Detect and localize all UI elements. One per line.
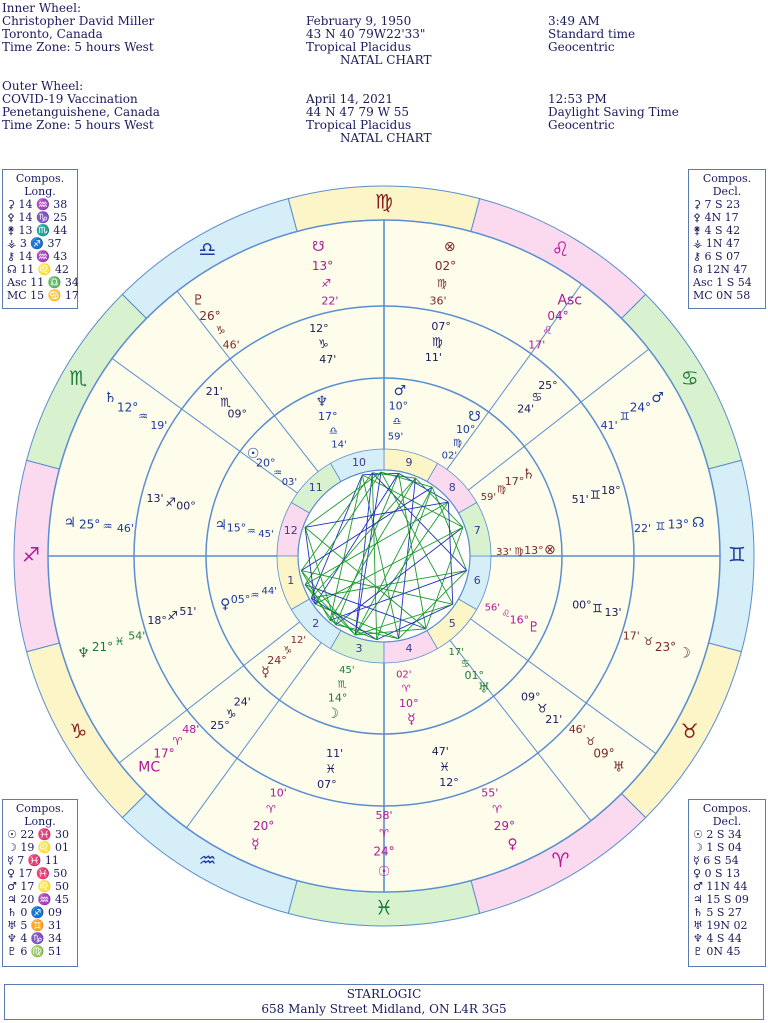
cusp-sign-glyph: ♊	[592, 601, 603, 616]
outer-planet-glyph: ♀	[507, 836, 518, 853]
inner-planet-degree: 16°	[509, 613, 530, 627]
inner-planet-degree: 10°	[399, 696, 419, 710]
outer-planet-minute: 55'	[481, 786, 499, 800]
box-title: Compos.	[15, 802, 65, 815]
box-row: ☊ 12N 47	[693, 263, 748, 276]
cusp-sign-glyph: ♓	[325, 761, 337, 776]
inner-planet-sign: ♋	[460, 658, 470, 670]
box-row: ⚶ 1N 47	[693, 237, 740, 250]
cusp-sign-glyph: ♊	[590, 487, 601, 502]
cusp-sign-glyph: ♉	[536, 701, 548, 716]
box-subtitle: Long.	[24, 185, 56, 198]
inner-wheel-name: Christopher David Miller	[2, 14, 155, 28]
compos-decl-box-top	[688, 169, 766, 309]
cusp-minute: 51'	[179, 605, 197, 619]
outer-planet-sign: ♉	[643, 634, 654, 648]
outer-planet-glyph: ☊	[692, 514, 705, 531]
box-row: MC 15 ♋ 17	[7, 289, 79, 302]
box-row: ⚴ 14 ♑ 25	[7, 211, 68, 224]
inner-planet-degree: 05°	[230, 592, 251, 606]
outer-planet-sign: ♒	[138, 410, 149, 423]
cusp-sign-glyph: ♐	[165, 495, 176, 510]
box-row: ♀ 0 S 13	[693, 867, 741, 880]
box-row: ☿ 7 ♓ 11	[7, 854, 59, 867]
cusp-minute: 24'	[233, 695, 251, 709]
outer-planet-degree: 02°	[434, 258, 457, 273]
inner-wheel-center: Geocentric	[548, 40, 615, 54]
zodiac-sign-glyph: ♓	[375, 895, 393, 920]
outer-wheel-date: April 14, 2021	[306, 92, 394, 106]
inner-planet-degree: 15°	[226, 521, 247, 535]
box-row: Asc 11 ♎ 34	[7, 276, 79, 289]
house-number: 2	[312, 617, 320, 631]
outer-planet-sign: ♍	[436, 277, 447, 291]
outer-planet-minute: 36'	[429, 294, 447, 308]
cusp-sign-glyph: ♏	[220, 395, 232, 410]
inner-planet-degree: 17°	[318, 409, 338, 423]
cusp-degree: 13'	[146, 491, 164, 505]
inner-planet-minute: 59'	[480, 491, 497, 503]
inner-planet-sign: ♍	[497, 484, 506, 496]
inner-planet-sign: ♒	[273, 467, 283, 479]
outer-planet-degree: 09°	[593, 746, 615, 761]
inner-planet-glyph: ♅	[477, 680, 491, 697]
inner-planet-glyph: ☉	[246, 445, 260, 462]
box-row: ♇ 6 ♍ 51	[7, 945, 63, 958]
box-row: ♀ 17 ♓ 50	[7, 867, 68, 880]
outer-planet-glyph: ♅	[612, 759, 626, 776]
outer-planet-sign: ♓	[114, 634, 125, 648]
outer-wheel-tz: Time Zone: 5 hours West	[2, 118, 154, 132]
outer-planet-sign: ♈	[379, 827, 389, 840]
outer-planet-degree: 12°	[117, 400, 139, 415]
outer-planet-degree: 23°	[654, 639, 677, 654]
box-row: ♆ 4 ♑ 34	[7, 932, 63, 945]
inner-wheel-label: Inner Wheel:	[2, 1, 81, 15]
inner-planet-glyph: ♇	[527, 619, 541, 636]
house-number: 8	[448, 480, 456, 494]
outer-planet-sign: ♒	[102, 519, 113, 533]
cusp-minute: 24'	[517, 402, 535, 416]
zodiac-sign-glyph: ♒	[198, 848, 217, 873]
box-row: ♄ 5 S 27	[693, 906, 742, 919]
cusp-minute: 11'	[424, 351, 442, 365]
cusp-minute: 09°	[227, 407, 248, 421]
cusp-degree: 12°	[439, 775, 459, 789]
inner-planet-sign: ♎	[328, 425, 338, 437]
box-row: ☊ 11 ♌ 42	[7, 263, 69, 276]
inner-planet-sign: ♑	[283, 645, 293, 657]
outer-planet-minute: 22'	[321, 294, 339, 308]
box-row: ⚵ 13 ♏ 44	[7, 224, 68, 237]
cusp-minute: 11'	[326, 746, 344, 760]
outer-wheel-chart-type: NATAL CHART	[340, 131, 432, 145]
outer-planet-minute: 22'	[634, 521, 652, 535]
inner-planet-minute: 02'	[396, 669, 412, 681]
cusp-degree: 21'	[545, 712, 563, 726]
zodiac-sign-glyph: ♌	[551, 236, 570, 261]
outer-planet-glyph: ☿	[251, 836, 260, 853]
outer-planet-minute: 10'	[269, 786, 287, 800]
cusp-degree: 21'	[205, 385, 223, 399]
house-number: 6	[473, 573, 481, 587]
house-number: 11	[308, 480, 323, 494]
inner-planet-glyph: ♂	[393, 382, 407, 399]
outer-planet-degree: 17°	[153, 746, 175, 761]
cusp-degree: 18°	[601, 483, 621, 497]
inner-planet-sign: ♍	[453, 437, 463, 449]
house-number: 3	[355, 642, 363, 656]
cusp-minute: 00°	[176, 499, 196, 513]
compos-long-box-top	[2, 169, 78, 309]
inner-planet-minute: 33'	[496, 546, 512, 558]
footer-address: 658 Manly Street Midland, ON L4R 3G5	[261, 1002, 507, 1016]
box-row: ♄ 0 ♐ 09	[7, 906, 63, 919]
box-row: ♆ 4 S 44	[693, 932, 742, 945]
house-number: 5	[448, 617, 456, 631]
inner-planet-degree: 13°	[524, 543, 544, 557]
outer-wheel-time-type: Daylight Saving Time	[548, 105, 679, 119]
inner-wheel-chart-type: NATAL CHART	[340, 53, 432, 67]
inner-planet-sign: ♌	[501, 609, 511, 621]
outer-planet-minute: 46'	[568, 722, 586, 736]
inner-planet-degree: 01°	[464, 668, 485, 682]
outer-planet-degree: 21°	[91, 639, 114, 654]
box-row: ♇ 0N 45	[693, 945, 741, 958]
inner-planet-degree: 17°	[504, 475, 525, 489]
inner-planet-minute: 17'	[448, 646, 464, 658]
box-row: ♂ 11N 44	[693, 880, 748, 893]
box-subtitle: Decl.	[712, 185, 742, 198]
zodiac-sign-glyph: ♈	[551, 848, 570, 873]
cusp-degree: 12°	[309, 322, 329, 336]
box-subtitle: Decl.	[712, 815, 742, 828]
outer-planet-degree: 24°	[629, 400, 651, 415]
cusp-minute: 00°	[572, 598, 592, 612]
zodiac-sign-glyph: ♐	[22, 542, 40, 567]
outer-planet-minute: 58'	[375, 809, 393, 822]
outer-planet-glyph: ☽	[678, 645, 691, 662]
outer-wheel-place: Penetanguishene, Canada	[2, 105, 160, 119]
inner-planet-degree: 10°	[455, 423, 476, 437]
inner-planet-degree: 10°	[388, 399, 409, 413]
outer-planet-degree: 24°	[373, 844, 395, 859]
cusp-sign-glyph: ♓	[439, 759, 451, 774]
box-row: ♃ 20 ♒ 45	[7, 893, 70, 906]
cusp-minute: 47'	[319, 352, 337, 366]
cusp-sign-glyph: ♑	[225, 706, 237, 721]
cusp-sign-glyph: ♋	[531, 390, 543, 405]
inner-planet-glyph: ⊗	[544, 542, 556, 559]
box-subtitle: Long.	[24, 815, 56, 828]
box-title: Compos.	[702, 172, 752, 185]
box-row: ♃ 15 S 09	[693, 893, 749, 906]
outer-planet-glyph: MC	[138, 759, 161, 776]
cusp-degree: 18°	[147, 614, 167, 628]
cusp-minute: 51'	[571, 492, 589, 506]
inner-wheel-coords: 43 N 40 79W22'33"	[306, 27, 426, 41]
box-row: ☉ 2 S 34	[693, 828, 742, 841]
inner-planet-minute: 59'	[387, 431, 404, 443]
outer-planet-degree: 13°	[667, 517, 690, 532]
house-number: 12	[283, 524, 298, 538]
outer-planet-sign: ♊	[655, 519, 666, 533]
outer-planet-minute: 41'	[600, 419, 618, 432]
outer-planet-sign: ♑	[215, 324, 226, 338]
box-row: ⚴ 4N 17	[693, 211, 739, 224]
outer-planet-glyph: ☋	[312, 238, 325, 255]
box-row: MC 0N 58	[693, 289, 751, 302]
inner-planet-glyph: ☽	[326, 705, 339, 722]
zodiac-sign-glyph: ♍	[375, 189, 393, 214]
zodiac-sign-glyph: ♋	[680, 366, 699, 390]
inner-planet-glyph: ♆	[315, 394, 329, 411]
box-row: ⚶ 3 ♐ 37	[7, 237, 62, 250]
zodiac-sign-glyph: ♑	[69, 719, 88, 743]
compos-long-box-bottom	[2, 799, 78, 967]
outer-wheel-center: Geocentric	[548, 118, 615, 132]
outer-planet-glyph: ♆	[77, 645, 90, 662]
house-number: 1	[287, 573, 295, 587]
inner-wheel-time-type: Standard time	[548, 27, 636, 41]
outer-planet-glyph: ♂	[651, 390, 664, 406]
inner-planet-sign: ♍	[514, 546, 524, 558]
box-row: ♅ 19N 02	[693, 919, 748, 932]
box-row: ⚳ 7 S 23	[693, 198, 741, 211]
outer-wheel-time: 12:53 PM	[548, 92, 607, 106]
footer	[4, 984, 764, 1020]
inner-planet-glyph: ♄	[522, 466, 535, 483]
cusp-degree: 25°	[538, 379, 558, 393]
cusp-degree: 13'	[604, 606, 622, 620]
box-row: ⚵ 4 S 42	[693, 224, 741, 237]
outer-planet-degree: 04°	[547, 309, 569, 324]
house-number: 4	[405, 642, 413, 656]
outer-planet-glyph: Asc	[557, 292, 583, 309]
cusp-sign-glyph: ♐	[167, 609, 178, 624]
outer-planet-sign: ♌	[542, 324, 553, 338]
cusp-minute: 47'	[431, 745, 449, 759]
outer-planet-sign: ♈	[265, 802, 276, 816]
zodiac-sign-glyph: ♏	[69, 366, 88, 390]
box-row: ☽ 1 S 04	[693, 841, 742, 854]
inner-planet-glyph: ☿	[407, 711, 416, 728]
outer-planet-minute: 46'	[222, 338, 240, 352]
inner-planet-glyph: ♃	[214, 517, 228, 534]
outer-planet-degree: 25°	[78, 517, 101, 532]
inner-planet-minute: 14'	[331, 439, 347, 451]
zodiac-sign-glyph: ♊	[728, 542, 746, 567]
house-number: 9	[405, 455, 413, 469]
inner-planet-minute: 45'	[339, 665, 355, 677]
footer-company: STARLOGIC	[346, 987, 422, 1001]
compos-decl-box-bottom	[688, 799, 766, 967]
outer-wheel-name: COVID-19 Vaccination	[2, 92, 138, 106]
outer-planet-sign: ♊	[619, 410, 630, 423]
inner-wheel-tz: Time Zone: 5 hours West	[2, 40, 154, 54]
cusp-degree: 07°	[431, 320, 451, 334]
inner-planet-minute: 03'	[281, 477, 298, 489]
cusp-degree: 25°	[210, 718, 230, 732]
inner-planet-sign: ♎	[392, 416, 402, 428]
cusp-sign-glyph: ♑	[317, 337, 329, 352]
box-title: Compos.	[702, 802, 752, 815]
outer-planet-glyph: ⊗	[443, 238, 456, 255]
inner-planet-sign: ♈	[401, 684, 411, 696]
box-row: ☉ 22 ♓ 30	[7, 828, 70, 841]
house-number: 7	[473, 524, 481, 538]
inner-planet-sign: ♒	[250, 590, 260, 602]
outer-planet-sign: ♈	[172, 735, 183, 749]
outer-planet-minute: 54'	[128, 629, 146, 643]
outer-planet-glyph: ♄	[104, 390, 117, 406]
outer-planet-glyph: ♇	[191, 292, 205, 309]
outer-planet-degree: 13°	[311, 258, 334, 273]
outer-wheel-label: Outer Wheel:	[2, 79, 84, 93]
outer-planet-glyph: ♃	[63, 514, 77, 531]
outer-planet-sign: ♐	[321, 277, 332, 291]
inner-planet-glyph: ☿	[261, 664, 270, 681]
inner-planet-minute: 02'	[441, 450, 458, 462]
inner-planet-degree: 20°	[256, 456, 276, 470]
outer-planet-sign: ♈	[492, 802, 503, 816]
zodiac-sign-glyph: ♉	[680, 719, 699, 743]
outer-wheel-system: Tropical Placidus	[306, 118, 412, 132]
inner-planet-sign: ♒	[246, 526, 256, 538]
box-row: ⚳ 14 ♒ 38	[7, 198, 68, 211]
box-row: ☽ 19 ♌ 01	[7, 841, 70, 854]
inner-planet-minute: 44'	[261, 586, 277, 598]
cusp-minute: 09°	[520, 690, 541, 704]
outer-planet-glyph: ☉	[377, 864, 391, 880]
inner-planet-minute: 56'	[484, 602, 501, 614]
inner-planet-glyph: ☋	[468, 408, 481, 425]
house-number: 10	[352, 455, 367, 469]
inner-wheel-date: February 9, 1950	[306, 14, 412, 28]
outer-planet-minute: 17'	[528, 338, 546, 352]
box-row: ♂ 17 ♌ 50	[7, 880, 70, 893]
outer-wheel-coords: 44 N 47 79 W 55	[306, 105, 409, 119]
box-row: ⚷ 6 S 07	[693, 250, 741, 263]
inner-planet-minute: 45'	[258, 529, 274, 541]
outer-planet-minute: 48'	[182, 722, 200, 736]
inner-wheel-time: 3:49 AM	[548, 14, 600, 28]
outer-planet-minute: 17'	[622, 629, 640, 643]
inner-planet-minute: 12'	[290, 635, 307, 647]
inner-planet-glyph: ♀	[220, 596, 231, 613]
box-row: ⚷ 14 ♒ 43	[7, 250, 68, 263]
outer-planet-degree: 29°	[493, 818, 516, 833]
outer-planet-degree: 26°	[199, 309, 221, 324]
box-title: Compos.	[15, 172, 65, 185]
outer-planet-minute: 19'	[150, 419, 168, 432]
outer-planet-sign: ♉	[585, 735, 596, 749]
cusp-sign-glyph: ♍	[431, 335, 443, 350]
inner-planet-sign: ♏	[337, 679, 347, 691]
zodiac-sign-glyph: ♎	[198, 236, 217, 261]
cusp-degree: 07°	[317, 777, 337, 791]
inner-planet-degree: 24°	[267, 654, 287, 668]
box-row: Asc 1 S 54	[693, 276, 752, 289]
inner-planet-degree: 14°	[327, 691, 348, 705]
box-row: ☿ 6 S 54	[693, 854, 739, 867]
outer-planet-degree: 20°	[252, 818, 275, 833]
box-row: ♅ 5 ♊ 31	[7, 919, 63, 932]
outer-planet-minute: 46'	[116, 521, 134, 535]
inner-wheel-place: Toronto, Canada	[2, 27, 103, 41]
inner-wheel-system: Tropical Placidus	[306, 40, 412, 54]
